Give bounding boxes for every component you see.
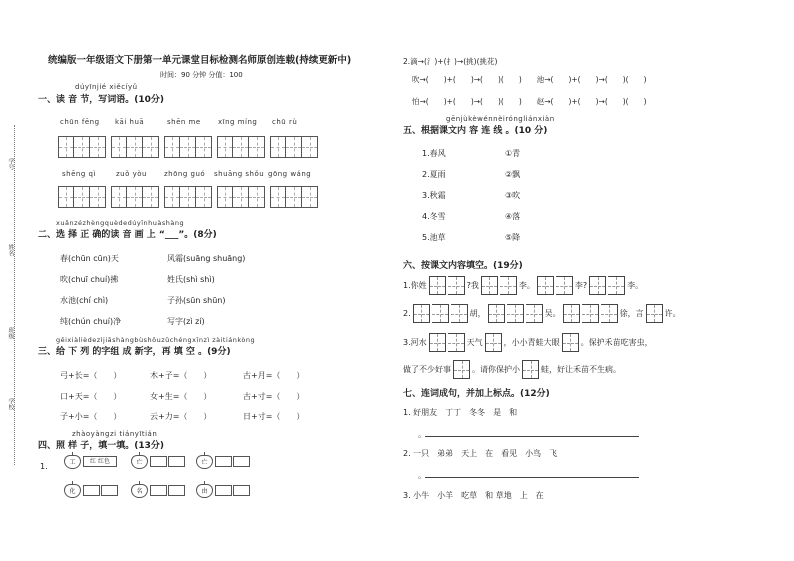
s5-left-2[interactable]: 2.夏雨 bbox=[422, 170, 446, 179]
answer-box[interactable] bbox=[215, 485, 232, 496]
py-2-4: shuāng shǒu bbox=[214, 170, 265, 178]
s3-pinyin: gěixiàlièdezìjiāshàngbùshǒuzǔchéngxīnzì zàitiánkòng bbox=[56, 336, 256, 344]
s6-line-4 bbox=[403, 360, 621, 379]
s2-item-8[interactable]: 写字(zì zí) bbox=[167, 317, 205, 326]
s5-right-5[interactable]: ⑤降 bbox=[505, 233, 521, 242]
fill-box[interactable] bbox=[481, 276, 498, 295]
answer-box[interactable] bbox=[150, 456, 167, 467]
s6-l3-text: ，小小青蛙大眼 bbox=[503, 338, 560, 347]
answer-dot: 。 bbox=[418, 430, 426, 439]
answer-dot: 。 bbox=[418, 471, 426, 480]
fill-box[interactable] bbox=[485, 333, 502, 352]
write-box[interactable] bbox=[58, 136, 106, 158]
write-box[interactable] bbox=[270, 186, 318, 208]
answer-box[interactable] bbox=[150, 485, 167, 496]
r-line-2[interactable]: 吹→( )+( )→( )( ) 池→( )+( )→( )( ) bbox=[412, 75, 647, 84]
fill-box[interactable] bbox=[562, 333, 579, 352]
fill-box[interactable] bbox=[646, 304, 663, 323]
side-label-student-id: 学号 bbox=[7, 158, 14, 170]
s4-number: 1. bbox=[40, 462, 48, 471]
py-1-5: chū rù bbox=[272, 118, 298, 126]
binding-line bbox=[14, 125, 15, 465]
write-box[interactable] bbox=[58, 186, 106, 208]
fill-box[interactable] bbox=[563, 304, 580, 323]
s1-pinyin: dúyīnjié xiěcíyǔ bbox=[75, 83, 138, 91]
s7-item-2: 2. 一只 弟弟 天上 在 看见 小鸟 飞 bbox=[403, 449, 558, 458]
s6-line-3 bbox=[403, 333, 653, 352]
apple-icon: 亡 bbox=[196, 455, 213, 469]
s5-title: 五、根据课文内 容 连 线 。(10 分) bbox=[403, 126, 548, 136]
s3-item-2[interactable]: 木+子=（ ） bbox=[150, 371, 212, 380]
apple-icon: 工 bbox=[64, 455, 81, 469]
write-box[interactable] bbox=[111, 136, 159, 158]
s3-item-4[interactable]: 口+天=（ ） bbox=[60, 392, 122, 401]
s5-right-2[interactable]: ②飘 bbox=[505, 170, 521, 179]
s3-item-1[interactable]: 弓+长=（ ） bbox=[60, 371, 122, 380]
apple-icon: 由 bbox=[196, 484, 213, 498]
py-2-5: gōng wáng bbox=[268, 170, 312, 178]
fill-box[interactable] bbox=[432, 304, 449, 323]
fill-box[interactable] bbox=[429, 333, 446, 352]
s6-l1-text: 李。 bbox=[518, 281, 535, 290]
s6-l1-text: 李。 bbox=[627, 281, 644, 290]
s6-l1-text: 1.你姓 bbox=[403, 281, 427, 290]
s2-item-2[interactable]: 风霜(suāng shuāng) bbox=[167, 254, 246, 263]
tianzige-row-1 bbox=[58, 136, 318, 158]
fill-box[interactable] bbox=[500, 276, 517, 295]
s2-item-3[interactable]: 吹(chuī chuí)拂 bbox=[60, 275, 119, 284]
s6-l4-text: 做了不少好事 bbox=[403, 365, 451, 374]
example-box: 红 红色 bbox=[83, 456, 117, 467]
py-1-3: shēn me bbox=[167, 118, 201, 126]
time-score: 时间：90 分钟 分值：100 bbox=[160, 71, 243, 79]
s6-l3-text: 3.河水 bbox=[403, 338, 427, 347]
fill-box[interactable] bbox=[601, 304, 618, 323]
apple-icon: 化 bbox=[64, 484, 81, 498]
py-1-1: chūn fēng bbox=[60, 118, 100, 126]
py-2-1: shēng qì bbox=[62, 170, 96, 178]
s6-line-1 bbox=[403, 276, 643, 295]
s2-item-5[interactable]: 水池(chí chì) bbox=[60, 296, 109, 305]
answer-line[interactable] bbox=[425, 477, 639, 478]
s5-left-3[interactable]: 3.秋霜 bbox=[422, 191, 446, 200]
s2-item-4[interactable]: 姓氏(shì shì) bbox=[167, 275, 215, 284]
fill-box[interactable] bbox=[608, 276, 625, 295]
write-box[interactable] bbox=[217, 186, 265, 208]
fill-box[interactable] bbox=[507, 304, 524, 323]
tianzige-row-2 bbox=[58, 186, 318, 208]
write-box[interactable] bbox=[164, 186, 212, 208]
side-label-school: 学校 bbox=[7, 398, 14, 410]
s6-line-2 bbox=[403, 304, 681, 323]
apple-icon: 亡 bbox=[131, 455, 148, 469]
s6-l2-text: 胡， bbox=[469, 309, 486, 318]
s7-item-1: 1. 好朋友 丁丁 冬冬 是 和 bbox=[403, 408, 518, 417]
s2-pinyin: xuǎnzézhèngquèdedúyīnhuàshàng bbox=[56, 219, 185, 227]
s6-l1-text: 李? bbox=[574, 281, 588, 290]
fill-box[interactable] bbox=[537, 276, 554, 295]
s5-right-4[interactable]: ④落 bbox=[505, 212, 521, 221]
apple-icon: 名 bbox=[131, 484, 148, 498]
s6-l3-text: 。保护禾苗吃害虫， bbox=[580, 338, 653, 347]
s5-left-5[interactable]: 5.池草 bbox=[422, 233, 446, 242]
s3-item-5[interactable]: 女+生=（ ） bbox=[150, 392, 212, 401]
s6-l3-text: 天气 bbox=[466, 338, 483, 347]
s6-l2-text: 徐，言 bbox=[619, 309, 644, 318]
answer-box[interactable] bbox=[215, 456, 232, 467]
write-box[interactable] bbox=[270, 136, 318, 158]
r-line-3[interactable]: 怕→( )+( )→( )( ) 赵→( )+( )→( )( ) bbox=[412, 97, 647, 106]
r-line-1: 2.滴→(氵)+(扌)→(挑)(挑花) bbox=[403, 57, 498, 66]
s3-title: 三、给 下 列 的字组 成 新字，再 填 空 。(9分) bbox=[38, 347, 231, 357]
s4-title: 四、照 样 子，填一填。(13分) bbox=[38, 441, 165, 451]
side-label-class: 班级 bbox=[7, 327, 14, 339]
answer-box[interactable] bbox=[233, 456, 250, 467]
s7-item-3: 3. 小牛 小羊 吃草 和 草地 上 在 bbox=[403, 491, 544, 500]
s5-left-1[interactable]: 1.春风 bbox=[422, 149, 446, 158]
fill-box[interactable] bbox=[448, 333, 465, 352]
s6-l2-text: 许。 bbox=[664, 309, 681, 318]
s1-title: 一、读 音 节，写词语。(10分) bbox=[38, 95, 165, 105]
s5-pinyin: gēnjùkèwénnèiróngliánxiàn bbox=[446, 115, 555, 123]
fill-box[interactable] bbox=[589, 276, 606, 295]
s6-l4-text: 。请你保护小 bbox=[472, 365, 520, 374]
py-2-2: zuǒ yòu bbox=[116, 170, 147, 178]
s3-item-3[interactable]: 古+月=（ ） bbox=[243, 371, 305, 380]
s4-pinyin: zhàoyàngzi tiányītián bbox=[72, 430, 158, 438]
s2-item-7[interactable]: 纯(chún chuí)净 bbox=[60, 317, 122, 326]
s5-right-1[interactable]: ①青 bbox=[505, 149, 521, 158]
fill-box[interactable] bbox=[448, 276, 465, 295]
s5-right-3[interactable]: ③吹 bbox=[505, 191, 521, 200]
write-box[interactable] bbox=[217, 136, 265, 158]
s6-title: 六、按课文内容填空。(19分) bbox=[403, 261, 523, 271]
s6-l4-text: 蛙，好让禾苗不生病。 bbox=[541, 365, 621, 374]
fill-box[interactable] bbox=[413, 304, 430, 323]
answer-box[interactable] bbox=[168, 456, 185, 467]
s2-item-6[interactable]: 子孙(sūn shūn) bbox=[167, 296, 226, 305]
py-1-4: xīng míng bbox=[218, 118, 258, 126]
write-box[interactable] bbox=[164, 136, 212, 158]
s3-item-6[interactable]: 古+寸=（ ） bbox=[243, 392, 305, 401]
fill-box[interactable] bbox=[522, 360, 539, 379]
answer-box[interactable] bbox=[101, 485, 118, 496]
answer-box[interactable] bbox=[233, 485, 250, 496]
s6-l1-text: ?我 bbox=[466, 281, 479, 290]
fill-box[interactable] bbox=[451, 304, 468, 323]
s2-item-1[interactable]: 春(chūn cūn)天 bbox=[60, 254, 119, 263]
answer-line[interactable] bbox=[425, 436, 639, 437]
s6-l2-text: 2. bbox=[403, 309, 411, 318]
answer-box[interactable] bbox=[168, 485, 185, 496]
s3-item-9[interactable]: 日+寸=（ ） bbox=[243, 412, 305, 421]
s3-item-7[interactable]: 子+小=（ ） bbox=[60, 412, 122, 421]
answer-box[interactable] bbox=[83, 485, 100, 496]
fill-box[interactable] bbox=[488, 304, 505, 323]
s6-l2-text: 吴。 bbox=[544, 309, 561, 318]
page-title: 统编版一年级语文下册第一单元课堂目标检测名师原创连载(持续更新中) bbox=[48, 55, 352, 66]
s5-left-4[interactable]: 4.冬雪 bbox=[422, 212, 446, 221]
fill-box[interactable] bbox=[582, 304, 599, 323]
fill-box[interactable] bbox=[526, 304, 543, 323]
fill-box[interactable] bbox=[429, 276, 446, 295]
fill-box[interactable] bbox=[556, 276, 573, 295]
fill-box[interactable] bbox=[453, 360, 470, 379]
write-box[interactable] bbox=[111, 186, 159, 208]
s3-item-8[interactable]: 云+力=（ ） bbox=[150, 412, 212, 421]
py-1-2: kāi huā bbox=[115, 118, 145, 126]
s2-title: 二、选 择 正 确的读 音 画 上 “___”。(8分) bbox=[38, 230, 217, 240]
s7-title: 七、连词成句，并加上标点。(12分) bbox=[403, 389, 550, 399]
py-2-3: zhōng guó bbox=[164, 170, 206, 178]
side-label-name: 姓名 bbox=[7, 244, 14, 256]
